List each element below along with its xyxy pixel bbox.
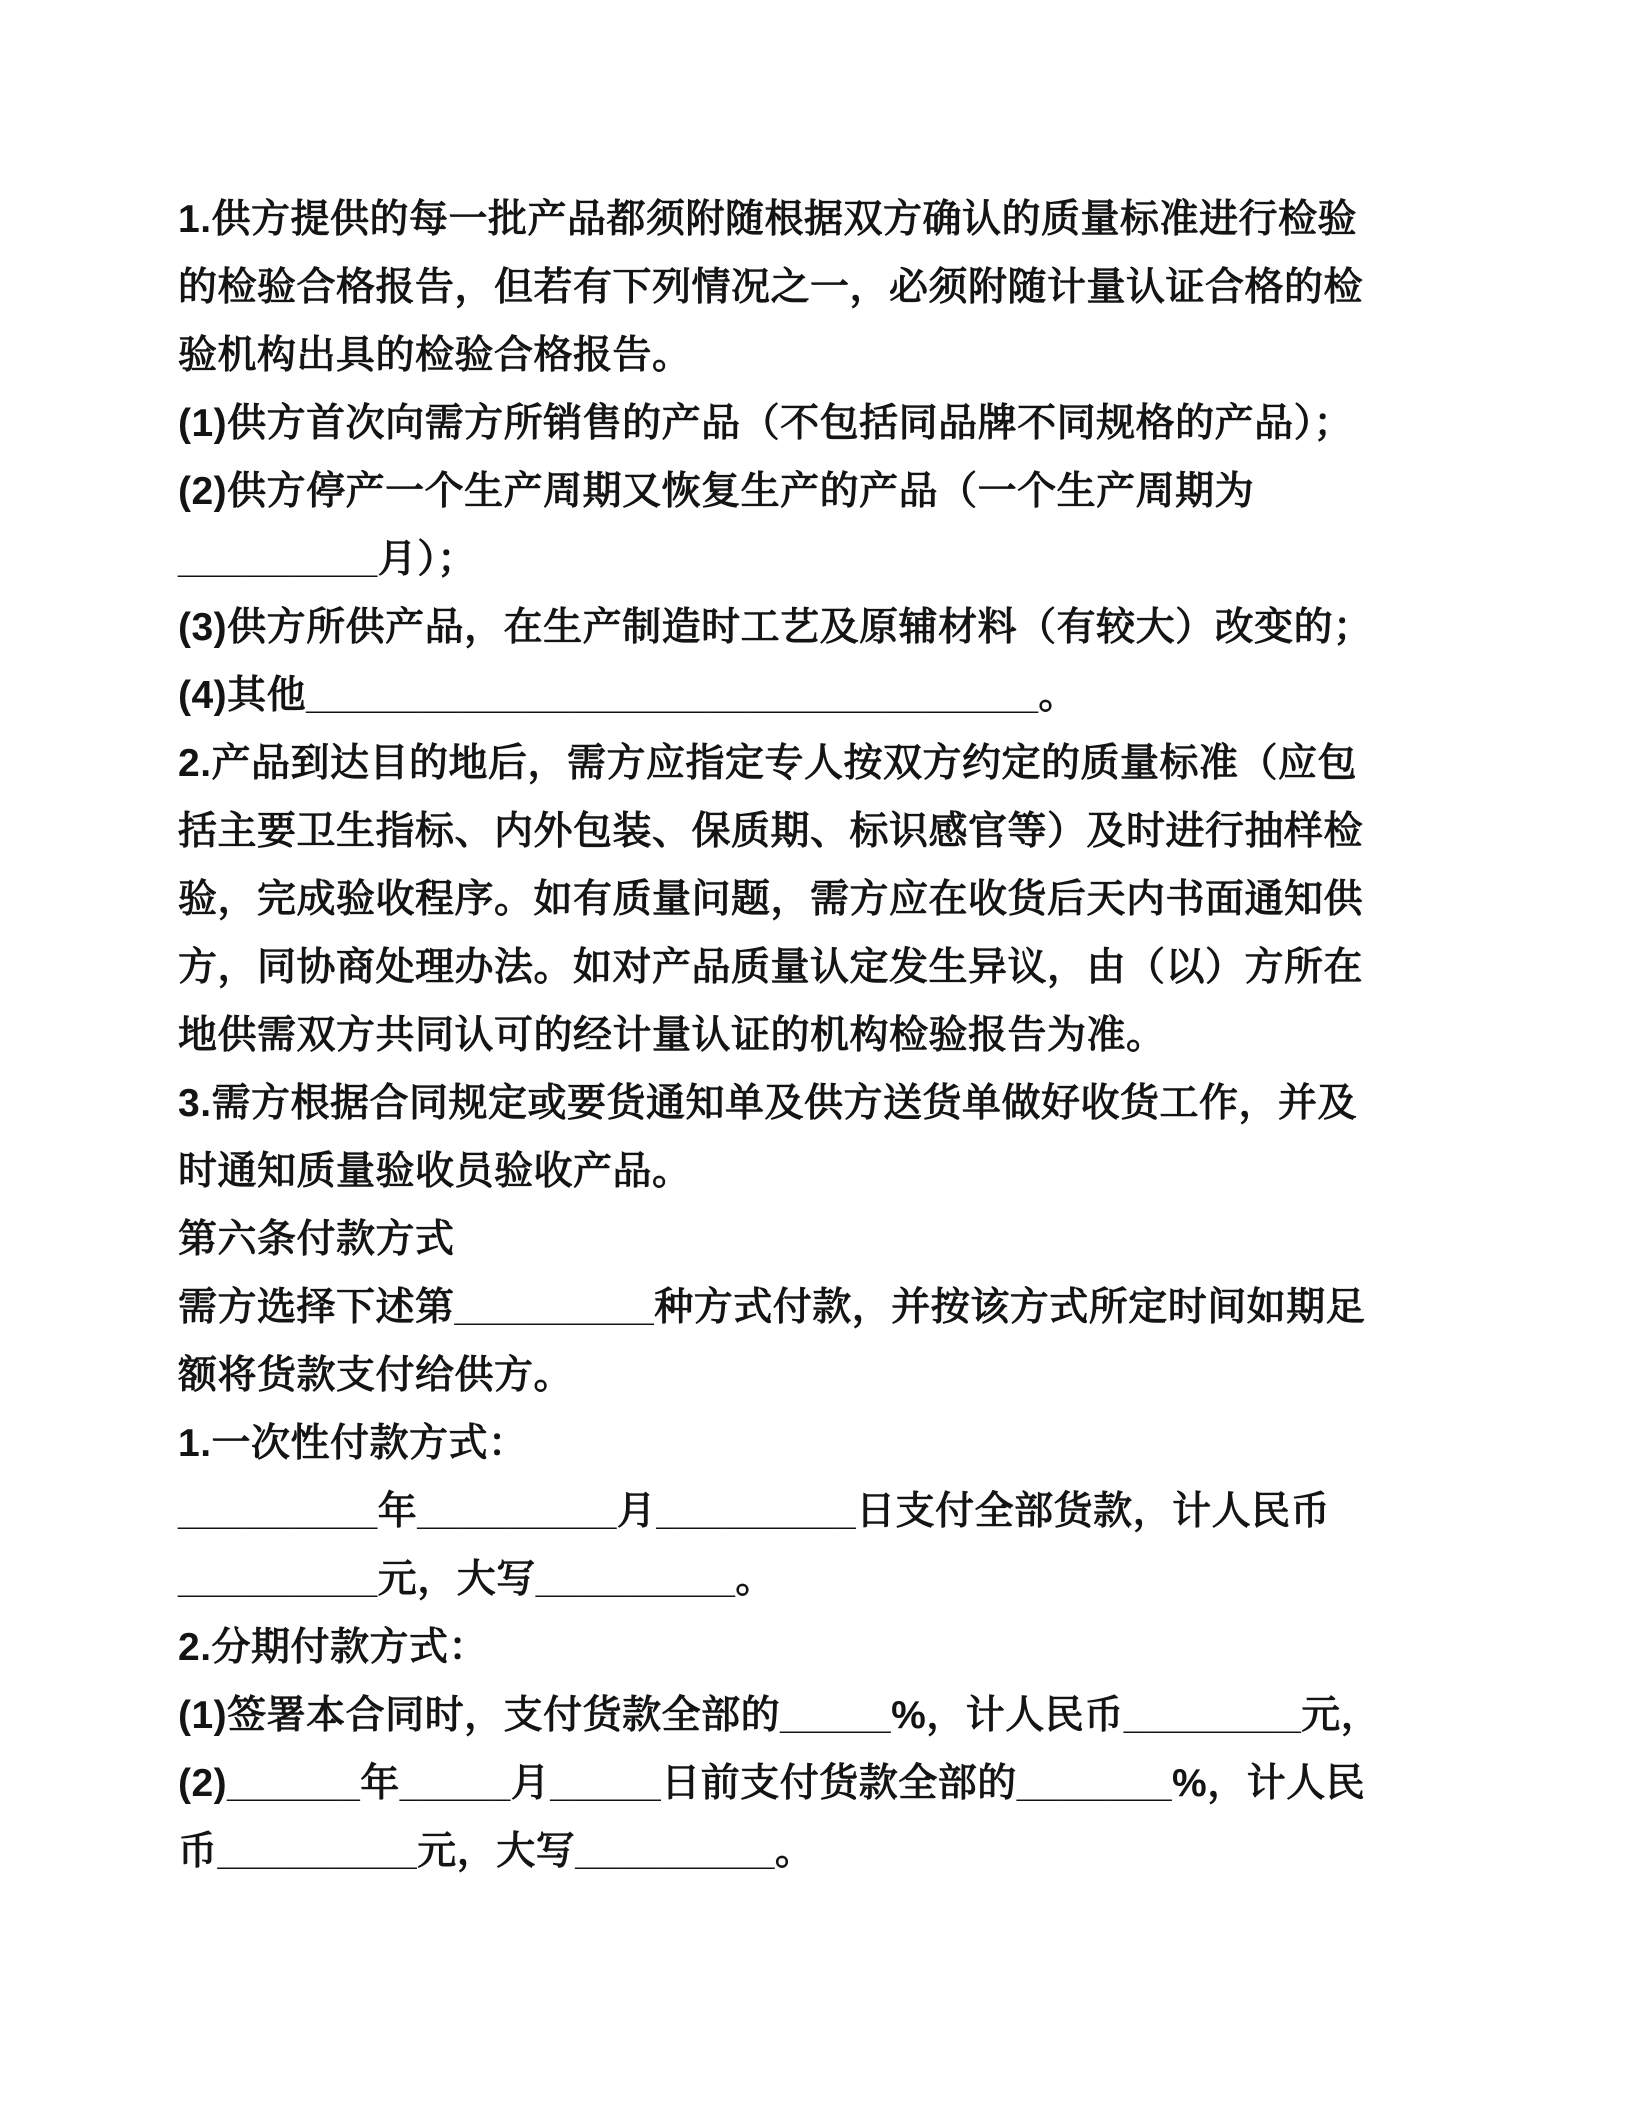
- document-line: 验机构出具的检验合格报告。: [178, 334, 692, 377]
- document-line: 2.产品到达目的地后，需方应指定专人按双方约定的质量标准（应包: [178, 742, 1358, 785]
- document-line: 2.分期付款方式：: [178, 1626, 489, 1669]
- document-line: (2)供方停产一个生产周期又恢复生产的产品（一个生产周期为: [178, 470, 1255, 513]
- document-line: (1)签署本合同时，支付货款全部的_____%，计人民币________元，: [178, 1694, 1381, 1737]
- document-line: 第六条付款方式: [178, 1218, 455, 1261]
- document-line: _________元，大写_________。: [178, 1558, 775, 1601]
- document-line: (3)供方所供产品，在生产制造时工艺及原辅材料（有较大）改变的；: [178, 606, 1373, 649]
- document-line: 地供需双方共同认可的经计量认证的机构检验报告为准。: [178, 1014, 1166, 1057]
- document-line: _________年_________月_________日支付全部货款，计人民币: [178, 1490, 1331, 1533]
- document-line: (1)供方首次向需方所销售的产品（不包括同品牌不同规格的产品）；: [178, 402, 1354, 445]
- document-line: (2)______年_____月_____日前支付货款全部的_______%，计人民: [178, 1762, 1366, 1805]
- document-line: 额将货款支付给供方。: [178, 1354, 574, 1397]
- document-line: 1.一次性付款方式：: [178, 1422, 528, 1465]
- document-line: 需方选择下述第_________种方式付款，并按该方式所定时间如期足: [178, 1286, 1366, 1329]
- contract-text-block: [178, 186, 1478, 1886]
- document-line: 币_________元，大写_________。: [178, 1830, 815, 1873]
- document-line: _________月）；: [178, 538, 477, 581]
- document-line: 括主要卫生指标、内外包装、保质期、标识感官等）及时进行抽样检: [178, 810, 1364, 853]
- document-line: 时通知质量验收员验收产品。: [178, 1150, 692, 1193]
- document-line: 方，同协商处理办法。如对产品质量认定发生异议，由（以）方所在: [178, 946, 1364, 989]
- document-line: (4)其他_________________________________。: [178, 674, 1078, 717]
- document-line: 的检验合格报告，但若有下列情况之一，必须附随计量认证合格的检: [178, 266, 1364, 309]
- document-line: 1.供方提供的每一批产品都须附随根据双方确认的质量标准进行检验: [178, 198, 1358, 241]
- document-line: 验，完成验收程序。如有质量问题，需方应在收货后天内书面通知供: [178, 878, 1364, 921]
- document-line: 3.需方根据合同规定或要货通知单及供方送货单做好收货工作，并及: [178, 1082, 1358, 1125]
